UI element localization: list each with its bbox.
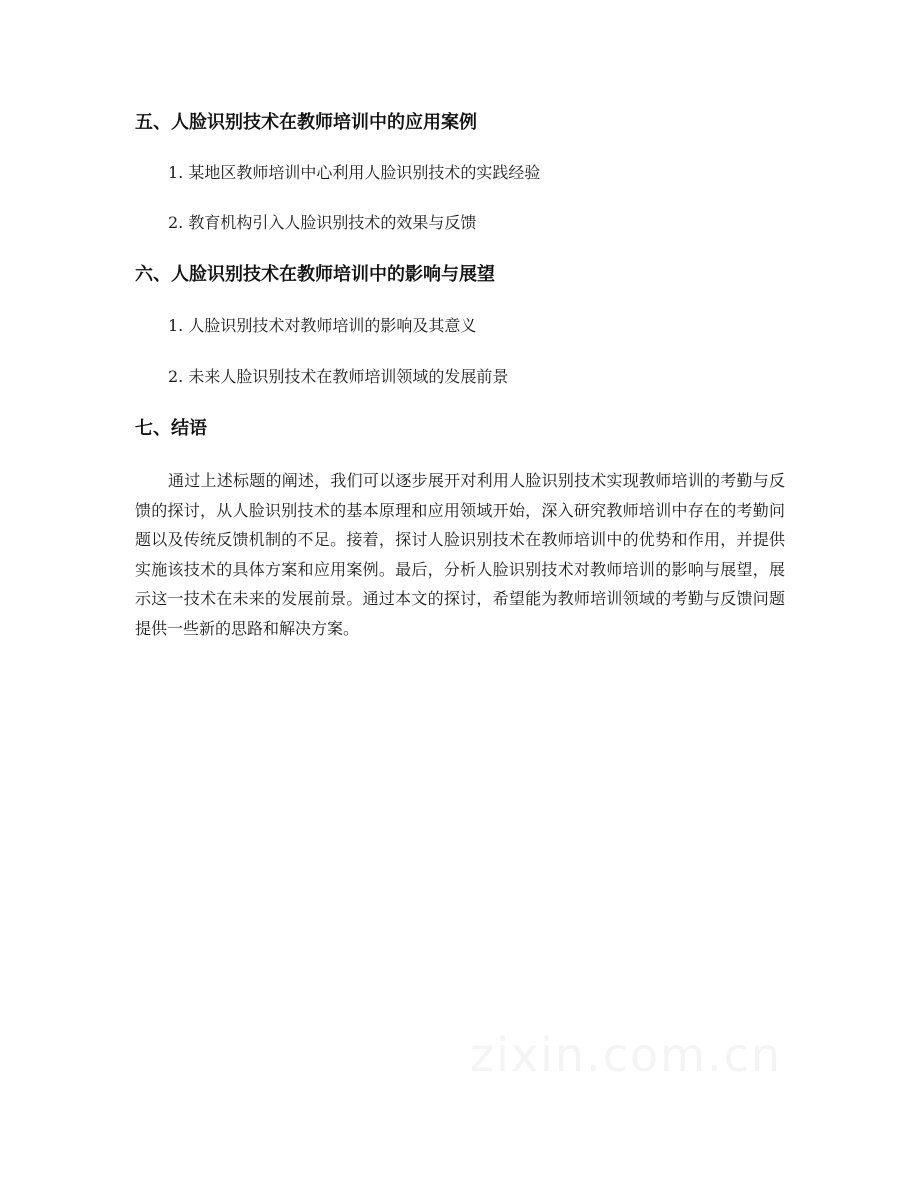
list-item: 1. 某地区教师培训中心利用人脸识别技术的实践经验 [168,163,541,182]
list-item: 2. 教育机构引入人脸识别技术的效果与反馈 [168,213,477,232]
section-heading-6: 六、人脸识别技术在教师培训中的影响与展望 [135,264,495,285]
list-item: 2. 未来人脸识别技术在教师培训领域的发展前景 [168,367,509,386]
section-heading-7: 七、结语 [135,418,207,439]
watermark: zixin.com.cn [470,1028,783,1082]
conclusion-paragraph: 通过上述标题的阐述，我们可以逐步展开对利用人脸识别技术实现教师培训的考勤与反馈的探讨，从人脸识别技术的基本原理和应用领域开始，深入研究教师培训中存在的考勤问题以及传统反馈机制的不足。接着，探讨人脸识别技术在教师培训中的优势和作用，并提供实施该技术的具体方案和应用案例。最后，分析人脸识别技术对教师培训的影响与展望，展示这一技术在未来的发展前景。通过本文的探讨，希望能为教师培训领域的考勤与反馈问题提供一些新的思路和解决方案。 [135,471,785,638]
list-item: 1. 人脸识别技术对教师培训的影响及其意义 [168,316,477,335]
section-heading-5: 五、人脸识别技术在教师培训中的应用案例 [135,112,477,133]
